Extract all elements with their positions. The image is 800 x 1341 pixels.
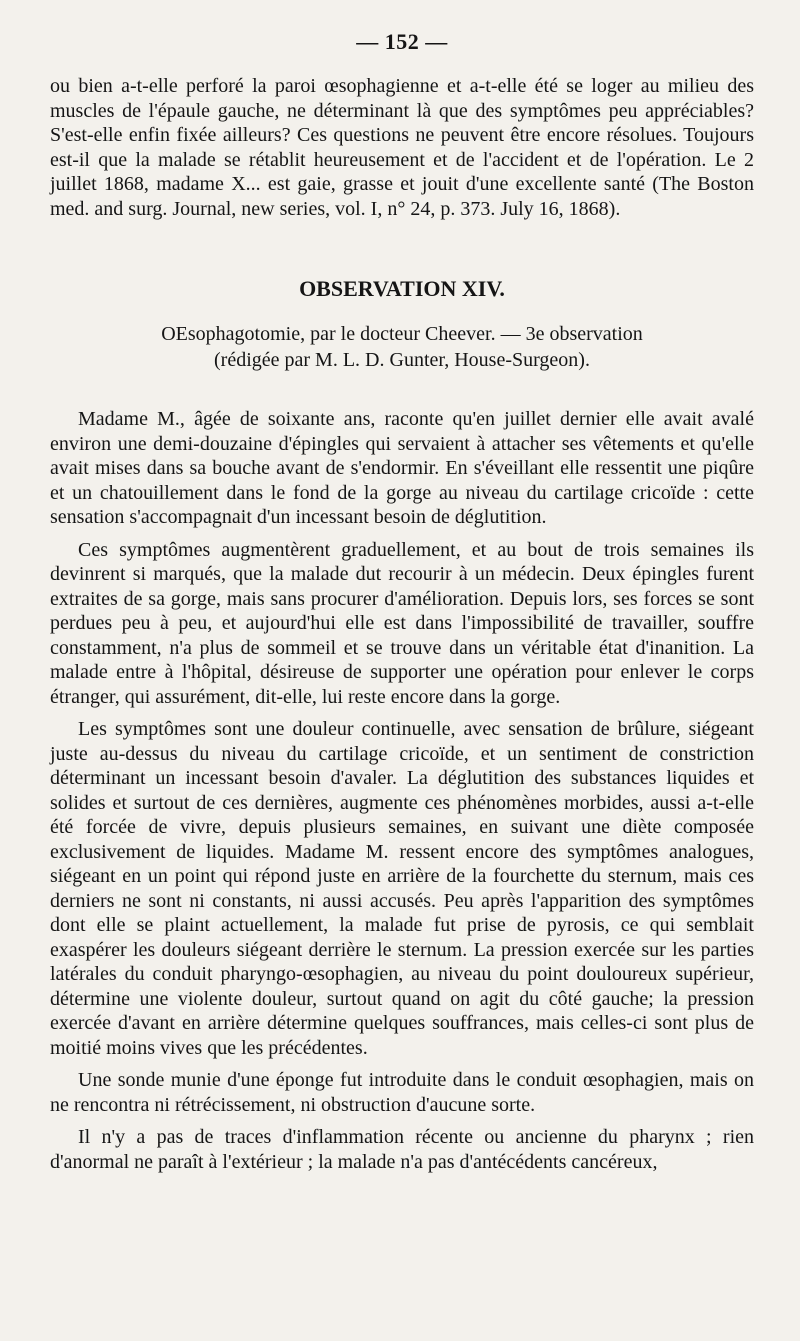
subtitle-line-1: OEsophagotomie, par le docteur Cheever. — 3e observation xyxy=(161,323,643,345)
document-body xyxy=(50,74,754,1174)
paragraph-4: Une sonde munie d'une éponge fut introduite dans le conduit œsophagien, mais on ne rencontra ni rétrécissement, ni obstruction d'aucune sorte. xyxy=(50,1069,754,1116)
paragraph-1: Madame M., âgée de soixante ans, raconte qu'en juillet dernier elle avait avalé environ une demi-douzaine d'épingles qui servaient à attacher ses vêtements et qu'elle avait mises dans sa bouche avant de s'endormir. En s'éveillant elle ressentit une piqûre et un chatouillement dans le fond de la gorge au niveau du cartilage cricoïde : cette sensation s'accompagnait d'un incessant besoin de déglutition. xyxy=(50,408,754,528)
paragraph-5: Il n'y a pas de traces d'inflammation récente ou ancienne du pharynx ; rien d'anormal ne paraît à l'extérieur ; la malade n'a pas d'antécédents cancéreux, xyxy=(50,1126,754,1173)
intro-paragraph: ou bien a-t-elle perforé la paroi œsophagienne et a-t-elle été se loger au milieu des muscles de l'épaule gauche, ne déterminant là que des symptômes peu appréciables? S'est-elle enfin fixée ailleurs? Ces questions ne peuvent être encore résolues. Toujours est-il que la malade se rétablit heureusement et de l'accident et de l'opération. Le 2 juillet 1868, madame X... est gaie, grasse et jouit d'une excellente santé (The Boston med. and surg. Journal, new series, vol. I, n° 24, p. 373. July 16, 1868). xyxy=(50,75,754,220)
subtitle-line-2: (rédigée par M. L. D. Gunter, House-Surgeon). xyxy=(214,349,590,371)
observation-subtitle xyxy=(50,321,754,373)
paragraph-3: Les symptômes sont une douleur continuelle, avec sensation de brûlure, siégeant juste au-dessus du niveau du cartilage cricoïde, et un sentiment de constriction déterminant un incessant besoin d'avaler. La déglutition des substances liquides et solides et surtout de ces dernières, augmente ces phénomènes morbides, aussi a-t-elle été forcée de vivre, depuis plusieurs semaines, en suivant une diète composée exclusivement de liquides. Madame M. ressent encore des symptômes analogues, siégeant en un point qui répond juste en arrière de la fourchette du sternum, mais ces derniers ne sont ni constants, ni aussi accusés. Peu après l'apparition des symptômes dont elle se plaint actuellement, la malade fut prise de pyrosis, ce qui semblait exaspérer les douleurs siégeant derrière le sternum. La pression exercée sur les parties latérales du conduit pharyngo-œsophagien, au niveau du point douloureux supérieur, détermine une violente douleur, surtout quand on agit du côté gauche; la pression exercée d'avant en arrière détermine quelques souffrances, mais celles-ci sont plus de moitié moins vives que les précédentes. xyxy=(50,718,754,1059)
paragraph-2: Ces symptômes augmentèrent graduellement, et au bout de trois semaines ils devinrent si marqués, que la malade dut recourir à un médecin. Deux épingles furent extraites de sa gorge, mais sans procurer d'amélioration. Depuis lors, ses forces se sont perdues peu à peu, et aujourd'hui elle est dans l'impossibilité de travailler, souffre constamment, n'a plus de sommeil et se trouve dans un véritable état d'inanition. La malade entre à l'hôpital, désireuse de supporter une opération pour enlever le corps étranger, qui assurément, dit-elle, lui reste encore dans la gorge. xyxy=(50,538,754,708)
page-number: — 152 — xyxy=(356,29,448,54)
section-title: OBSERVATION XIV. xyxy=(299,276,505,301)
